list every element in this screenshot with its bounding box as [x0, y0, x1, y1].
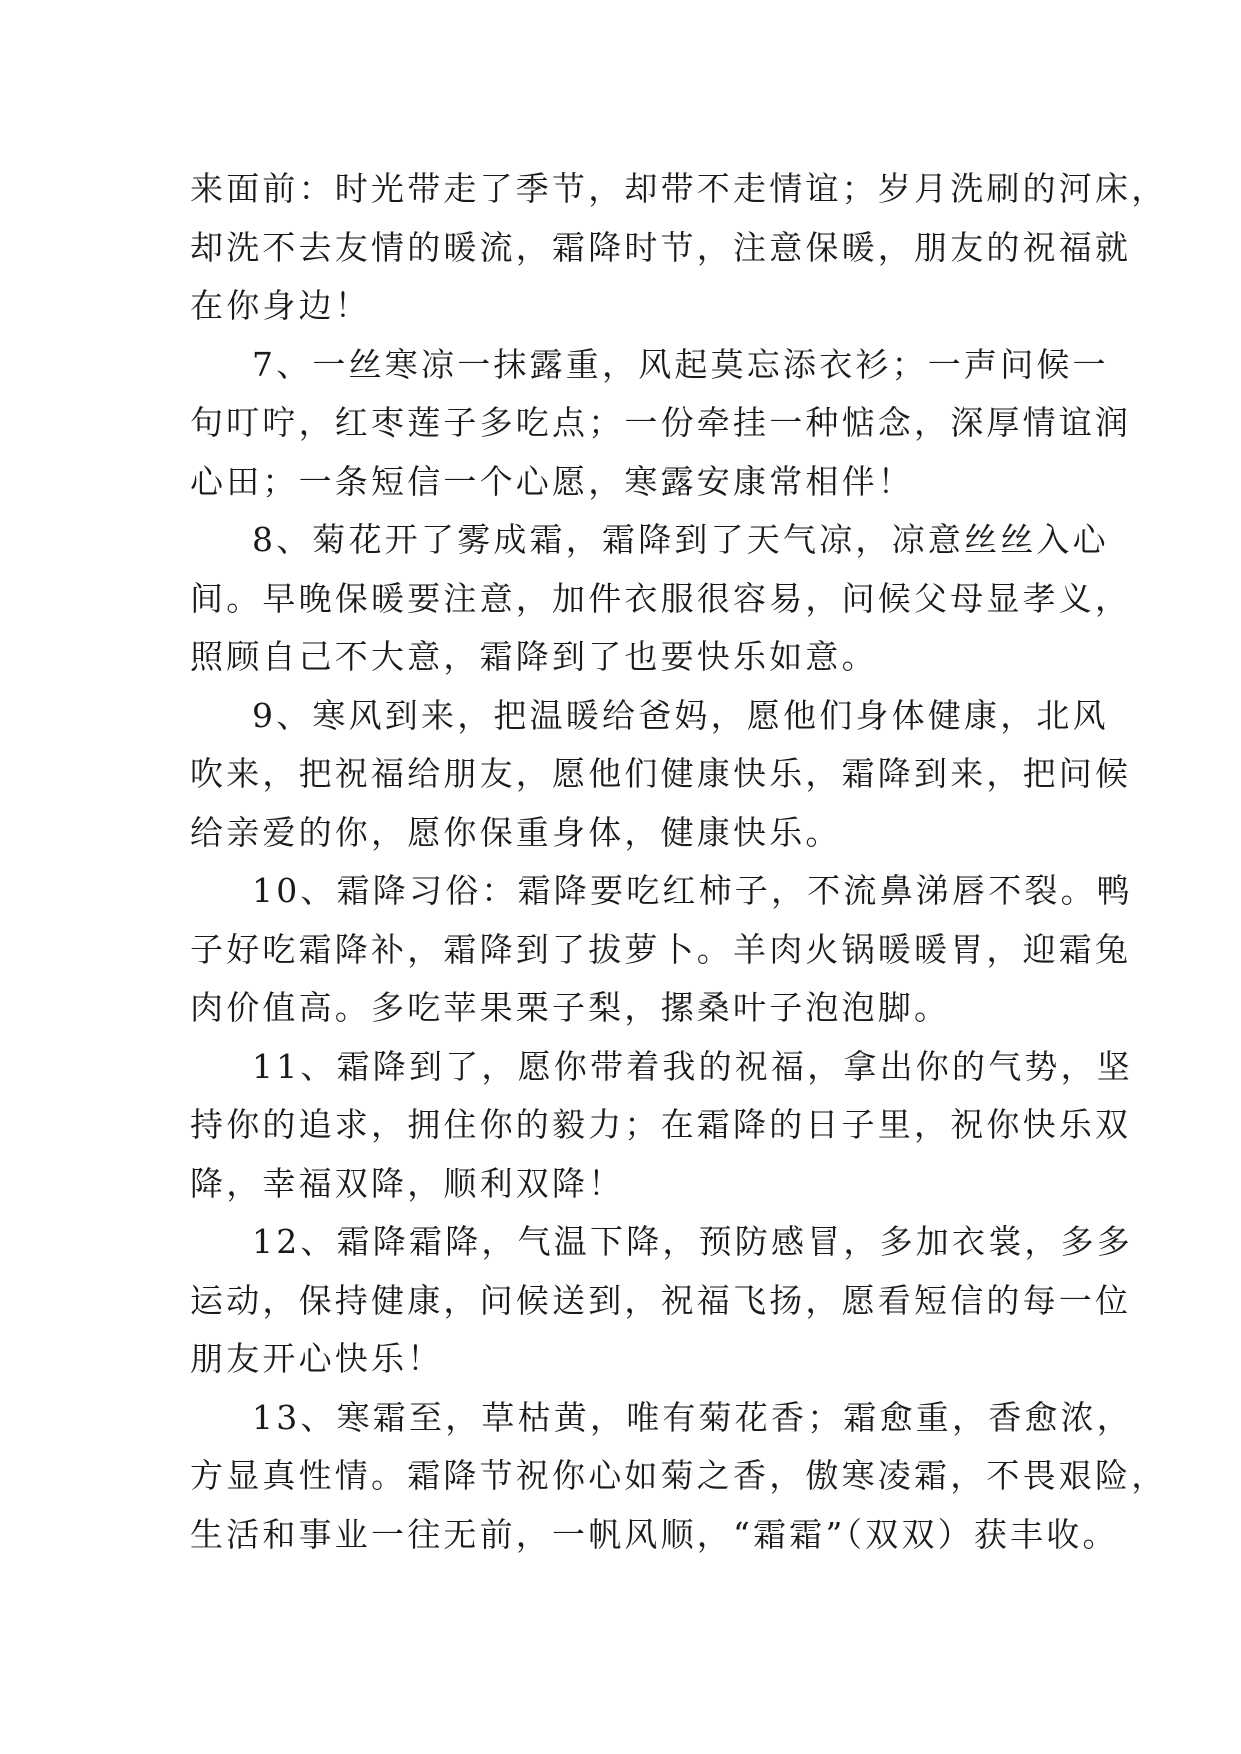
text-line: 间。早晚保暖要注意，加件衣服很容易，问候父母显孝义，: [190, 578, 1132, 618]
text-line: 9、寒风到来，把温暖给爸妈，愿他们身体健康，北风: [252, 695, 1109, 735]
paragraph-item-12: [190, 1213, 1133, 1389]
text-line: 10、霜降习俗：霜降要吃红柿子，不流鼻涕唇不裂。鸭: [252, 871, 1133, 910]
text-line: 肉价值高。多吃苹果栗子梨，摞桑叶子泡泡脚。: [190, 988, 951, 1027]
paragraph-item-10: [190, 862, 1133, 1038]
text-line: 7、一丝寒凉一抹露重，风起莫忘添衣衫；一声问候一: [252, 344, 1109, 384]
paragraph-item-7: [190, 336, 1132, 512]
text-line: 生活和事业一往无前，一帆风顺，“霜霜”（双双）获丰收。: [190, 1514, 1119, 1554]
text-line: 照顾自己不大意，霜降到了也要快乐如意。: [190, 637, 878, 676]
text-line: 12、霜降霜降，气温下降，预防感冒，多加衣裳，多多: [252, 1222, 1133, 1261]
paragraph-item-13: [190, 1389, 1168, 1565]
text-line: 给亲爱的你，愿你保重身体，健康快乐。: [190, 812, 842, 852]
text-line: 8、菊花开了雾成霜，霜降到了天气凉，凉意丝丝入心: [252, 520, 1109, 559]
paragraph-item-9: [190, 687, 1132, 863]
text-line: 却洗不去友情的暖流，霜降时节，注意保暖，朋友的祝福就: [190, 227, 1132, 267]
text-line: 在你身边！: [190, 286, 371, 325]
text-line: 方显真性情。霜降节祝你心如菊之香，傲寒凌霜，不畏艰险，: [190, 1456, 1168, 1495]
text-line: 持你的追求，拥住你的毅力；在霜降的日子里，祝你快乐双: [190, 1105, 1132, 1144]
text-line: 11、霜降到了，愿你带着我的祝福，拿出你的气势，坚: [252, 1046, 1133, 1086]
paragraph-continuation: [190, 160, 1168, 336]
text-line: 吹来，把祝福给朋友，愿他们健康快乐，霜降到来，把问候: [190, 754, 1132, 793]
document-body: [190, 160, 1168, 1564]
text-line: 心田；一条短信一个心愿，寒露安康常相伴！: [190, 461, 914, 501]
text-line: 来面前：时光带走了季节，却带不走情谊；岁月洗刷的河床，: [190, 169, 1168, 208]
paragraph-item-11: [190, 1038, 1133, 1214]
paragraph-item-8: [190, 511, 1132, 687]
text-line: 子好吃霜降补，霜降到了拔萝卜。羊肉火锅暖暖胃，迎霜兔: [190, 929, 1132, 969]
text-line: 句叮咛，红枣莲子多吃点；一份牵挂一种惦念，深厚情谊润: [190, 403, 1132, 442]
text-line: 降，幸福双降，顺利双降！: [190, 1163, 625, 1203]
text-line: 朋友开心快乐！: [190, 1339, 444, 1378]
text-line: 13、寒霜至，草枯黄，唯有菊花香；霜愈重，香愈浓，: [252, 1397, 1133, 1437]
text-line: 运动，保持健康，问候送到，祝福飞扬，愿看短信的每一位: [190, 1280, 1132, 1320]
